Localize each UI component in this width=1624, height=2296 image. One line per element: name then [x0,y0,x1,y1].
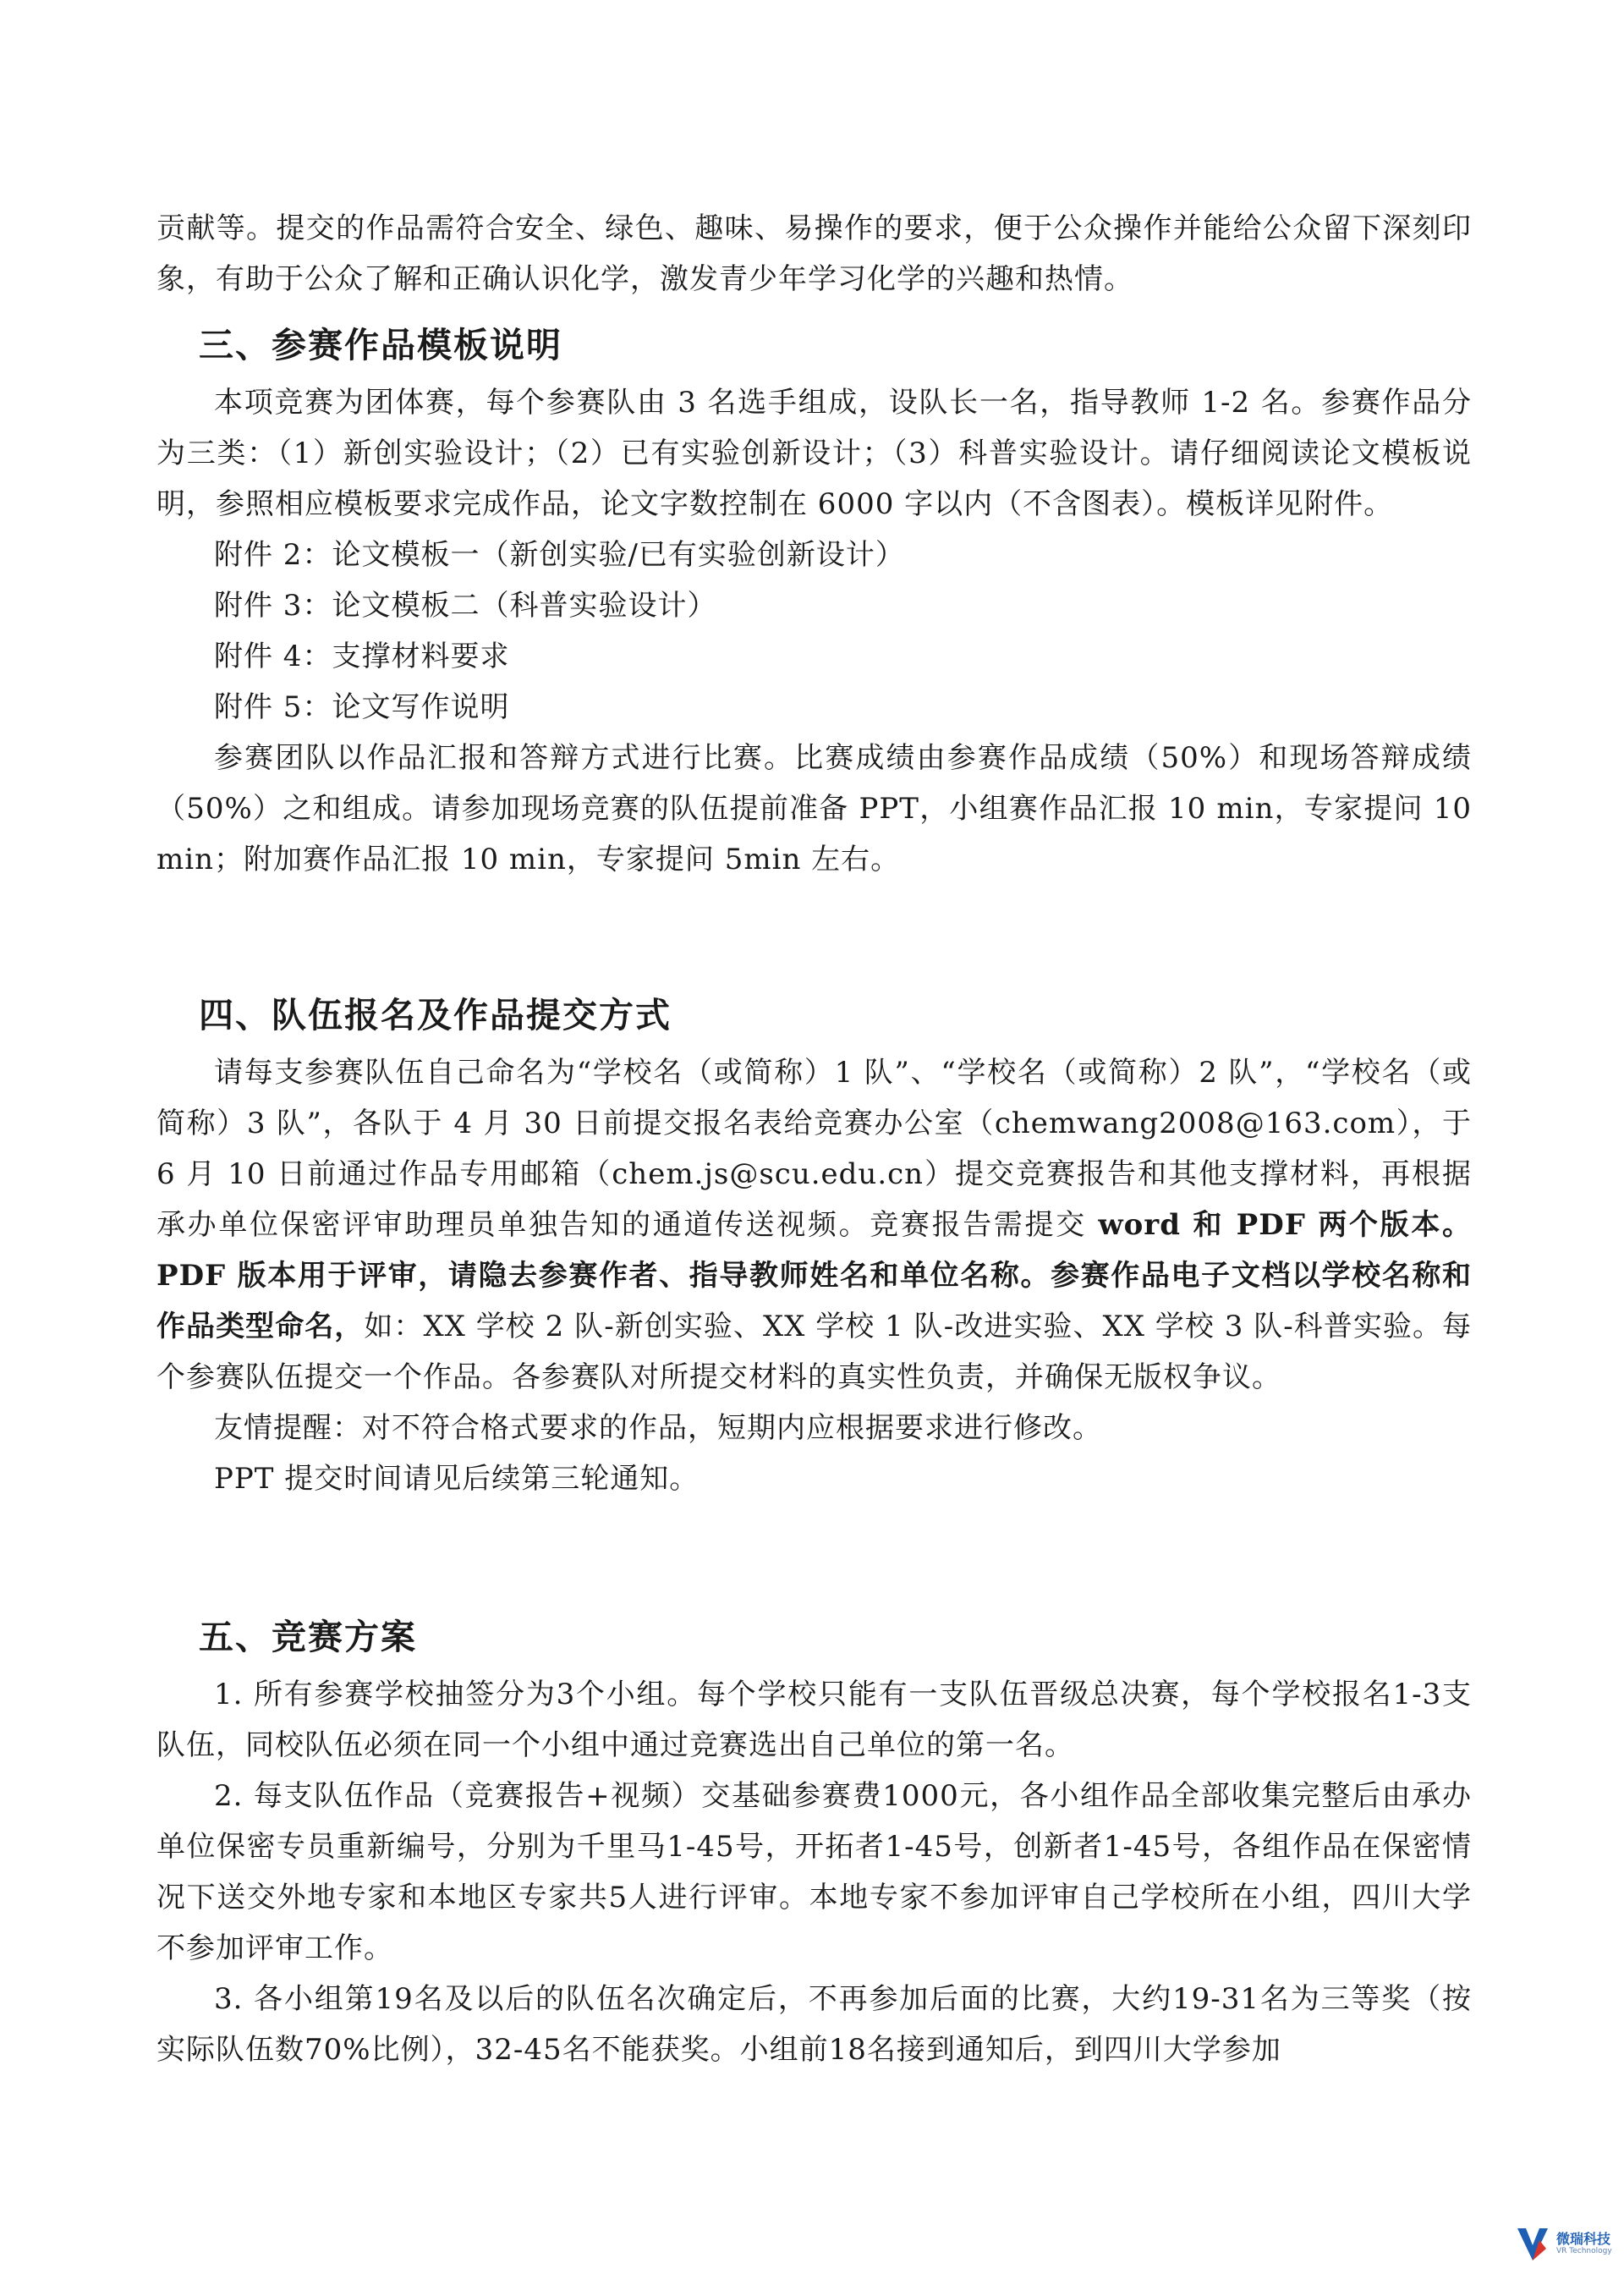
section-3-paragraph-1: 本项竞赛为团体赛，每个参赛队由 3 名选手组成，设队长一名，指导教师 1-2 名。参赛作品分为三类：（1）新创实验设计；（2）已有实验创新设计；（3）科普实验设计。请仔细阅读论文模板说明，参照相应模板要求完成作品，论文字数控制在 6000 字以内（不含图表）。模板详见附件。 [156,386,1472,521]
logo-icon [1514,2223,1553,2267]
watermark-logo [1514,2223,1612,2274]
section-4-paragraph-1 [156,1047,1472,1403]
attachment-item: 附件 3：论文模板二（科普实验设计） [214,589,717,623]
section-3-paragraph-2: 参赛团队以作品汇报和答辩方式进行比赛。比赛成绩由参赛作品成绩（50%）和现场答辩成绩（50%）之和组成。请参加现场竞赛的队伍提前准备 PPT，小组赛作品汇报 10 min，专家提问 10 min；附加赛作品汇报 10 min，专家提问 5min 左右。 [156,741,1472,876]
logo-subtitle: VR Technology [1556,2247,1612,2255]
section-4-text-a: 请每支参赛队伍自己命名为“学校名（或简称）1 队”、“学校名（或简称）2 队”，“学校名（或简称）3 队”，各队于 4 月 30 日前提交报名表给竞赛办公室（chemwang2008@163.com），于 6 月 10 日前通过作品专用邮箱（chem.js@scu.edu.cn）提交竞赛报告和其他支撑材料，再根据承办单位保密评审助理员单独告知的通道传送视频。竞赛报告需提交 [156,1056,1472,1242]
section-4-bold-text: word 和 PDF 两个版本。PDF 版本用于评审，请隐去参赛作者、指导教师姓名和单位名称。参赛作品电子文档以学校名称和作品类型命名， [156,1208,1472,1343]
reminder-note: 友情提醒：对不符合格式要求的作品，短期内应根据要求进行修改。 [214,1411,1102,1445]
section-3-title: 三、参赛作品模板说明 [199,325,562,365]
section-4 [156,990,1472,1504]
scheme-item: 1. 所有参赛学校抽签分为3个小组。每个学校只能有一支队伍晋级总决赛，每个学校报名1-3支队伍，同校队伍必须在同一个小组中通过竞赛选出自己单位的第一名。 [156,1678,1472,1762]
intro-paragraph: 贡献等。提交的作品需符合安全、绿色、趣味、易操作的要求，便于公众操作并能给公众留下深刻印象，有助于公众了解和正确认识化学，激发青少年学习化学的兴趣和热情。 [156,211,1472,296]
intro-block [156,203,1472,305]
attachment-item: 附件 5：论文写作说明 [214,690,510,724]
logo-name: 微瑞科技 [1556,2231,1611,2247]
attachment-item: 附件 2：论文模板一（新创实验/已有实验创新设计） [214,538,905,572]
ppt-note: PPT 提交时间请见后续第三轮通知。 [214,1462,700,1496]
section-5-title: 五、竞赛方案 [199,1617,417,1657]
section-4-title: 四、队伍报名及作品提交方式 [199,995,672,1035]
scheme-item: 3. 各小组第19名及以后的队伍名次确定后，不再参加后面的比赛，大约19-31名为三等奖（按实际队伍数70%比例），32-45名不能获奖。小组前18名接到通知后，到四川大学参加 [156,1982,1472,2067]
section-3 [156,320,1472,885]
attachment-item: 附件 4：支撑材料要求 [214,640,510,673]
section-4-text-c: 如：XX 学校 2 队-新创实验、XX 学校 1 队-改进实验、XX 学校 3 队-科普实验。每个参赛队伍提交一个作品。各参赛队对所提交材料的真实性负责，并确保无版权争议。 [156,1310,1473,1394]
section-5 [156,1612,1472,2075]
scheme-item: 2. 每支队伍作品（竞赛报告+视频）交基础参赛费1000元，各小组作品全部收集完整后由承办单位保密专员重新编号，分别为千里马1-45号，开拓者1-45号，创新者1-45号，各组作品在保密情况下送交外地专家和本地区专家共5人进行评审。本地专家不参加评审自己学校所在小组，四川大学不参加评审工作。 [156,1779,1472,1965]
